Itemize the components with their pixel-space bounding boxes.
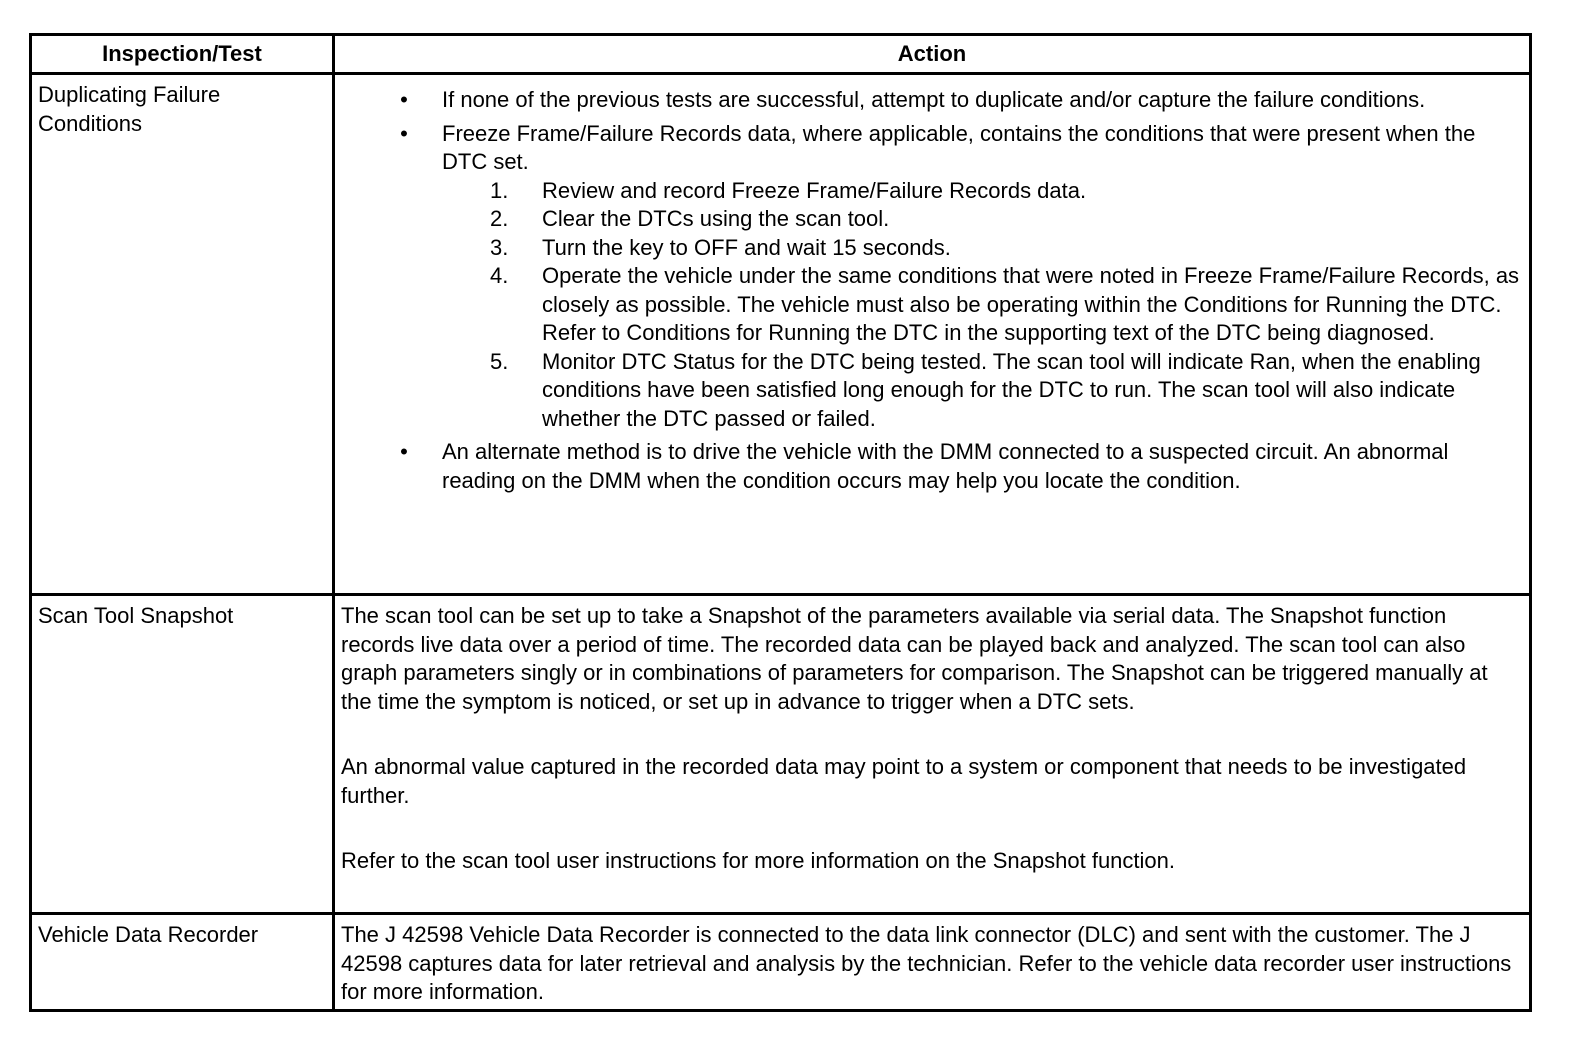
step-text: Review and record Freeze Frame/Failure Records data.: [542, 177, 1087, 203]
bullet-item: [341, 438, 1521, 495]
step-text: Clear the DTCs using the scan tool.: [542, 206, 890, 231]
action-paragraph: The scan tool can be set up to take a Snapshot of the parameters available via serial data. The Snapshot function records live data over a period of time. The recorded data can be played back and analyzed. The scan tool can also graph parameters singly or in combinations of parameters for comparison. The Snapshot can be triggered manually at the time the symptom is noticed, or set up in advance to trigger when a DTC sets.: [341, 603, 1488, 714]
step-item: [442, 177, 1521, 206]
step-item: [442, 348, 1521, 434]
bullet-item: [341, 120, 1521, 434]
bullet-text: Freeze Frame/Failure Records data, where applicable, contains the conditions that were present when the DTC set.: [442, 120, 1476, 174]
bullet-dot-icon: •: [400, 87, 408, 112]
step-item: [442, 205, 1521, 234]
header-row: [31, 35, 1531, 74]
numbered-steps-list: [442, 177, 1521, 434]
row-action-duplicating-failure-conditions: [334, 74, 1531, 595]
step-text: Turn the key to OFF and wait 15 seconds.: [542, 234, 951, 260]
row-inspection-duplicating-failure-conditions: Duplicating Failure Conditions: [31, 74, 334, 595]
row-inspection-vehicle-data-recorder: Vehicle Data Recorder: [31, 914, 334, 1011]
bullet-text: An alternate method is to drive the vehicle with the DMM connected to a suspected circuit. An abnormal reading on the DMM when the condition occurs may help you locate the condition.: [442, 439, 1449, 493]
row-action-scan-tool-snapshot: [334, 595, 1531, 914]
action-paragraph: Refer to the scan tool user instructions for more information on the Snapshot function.: [341, 848, 1176, 873]
row-inspection-scan-tool-snapshot: Scan Tool Snapshot: [31, 595, 334, 914]
inspection-action-table: [29, 33, 1532, 1012]
table-row: [31, 74, 1531, 595]
table-row: [31, 914, 1531, 1011]
step-text: Operate the vehicle under the same conditions that were noted in Freeze Frame/Failure Records, as closely as possible. The vehicle must also be operating within the Conditions for Running the DTC. Refer to Conditions for Running the DTC in the supporting text of the DTC being diagnosed.: [542, 263, 1520, 345]
action-paragraph: An abnormal value captured in the recorded data may point to a system or component that needs to be investigated further.: [341, 754, 1467, 808]
step-number: 3.: [490, 234, 509, 260]
bullet-dot-icon: •: [400, 439, 408, 464]
step-item: [442, 234, 1521, 263]
table-header: [31, 35, 1531, 74]
step-number: 4.: [490, 263, 509, 288]
step-number: 1.: [490, 177, 509, 203]
row-action-vehicle-data-recorder: [334, 914, 1531, 1011]
bullet-item: [341, 86, 1521, 115]
bullet-dot-icon: •: [400, 120, 408, 146]
step-number: 5.: [490, 348, 509, 374]
step-number: 2.: [490, 206, 509, 231]
header-inspection-test: Inspection/Test: [31, 35, 334, 74]
step-item: [442, 262, 1521, 348]
table-row: [31, 595, 1531, 914]
step-text: Monitor DTC Status for the DTC being tested. The scan tool will indicate Ran, when the enabling conditions have been satisfied long enough for the DTC to run. The scan tool will also indicate whether the DTC passed or failed.: [542, 348, 1481, 431]
action-bullet-list: [341, 86, 1521, 495]
bullet-text: If none of the previous tests are successful, attempt to duplicate and/or capture the failure conditions.: [442, 87, 1426, 112]
action-paragraph: The J 42598 Vehicle Data Recorder is connected to the data link connector (DLC) and sent with the customer. The J 42598 captures data for later retrieval and analysis by the technician. Refer to the vehicle data recorder user instructions for more information.: [341, 922, 1512, 1004]
header-action: Action: [334, 35, 1531, 74]
